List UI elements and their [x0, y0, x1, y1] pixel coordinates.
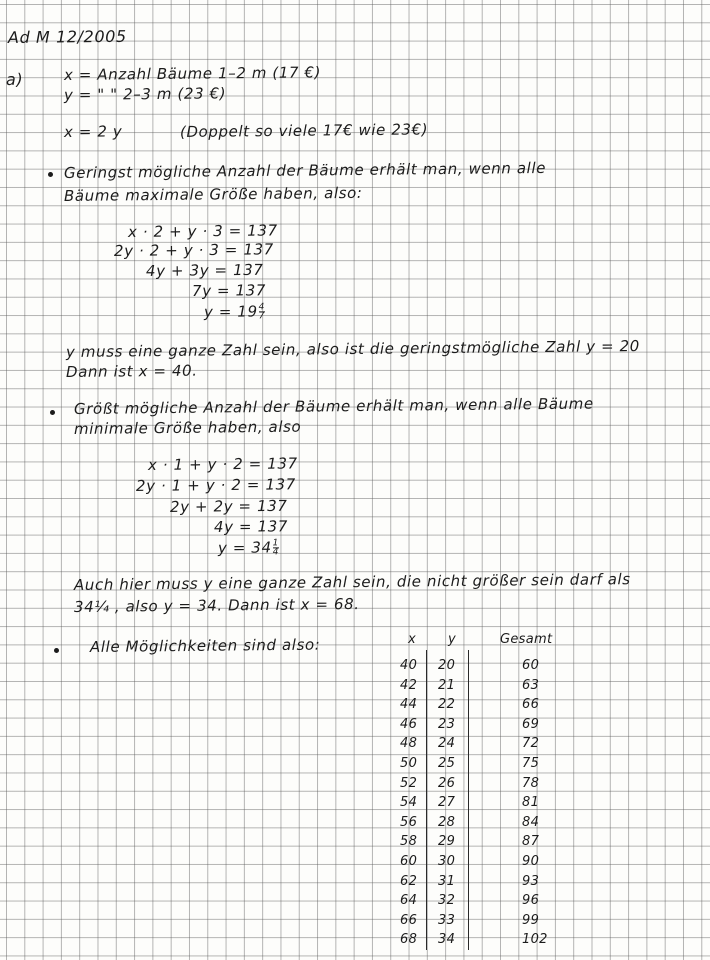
section3-text: Alle Möglichkeiten sind also: [89, 635, 321, 656]
table-cell-y: 30 [438, 854, 456, 869]
relation-note: (Doppelt so viele 17€ wie 23€) [179, 120, 429, 141]
table-cell-gesamt: 66 [522, 697, 540, 713]
bullet-3 [54, 648, 59, 653]
table-cell-y: 22 [438, 697, 456, 713]
section1-fraction [259, 303, 266, 320]
table-cell-x: 50 [400, 756, 418, 771]
table-header-x: x [408, 632, 416, 647]
table-cell-y: 29 [438, 834, 456, 850]
table-cell-gesamt: 84 [522, 814, 540, 830]
table-cell-y: 34 [438, 932, 456, 948]
bullet-1 [48, 172, 53, 177]
table-cell-gesamt: 75 [522, 756, 540, 771]
table-cell-gesamt: 60 [522, 658, 540, 673]
table-header-gesamt: Gesamt [500, 632, 553, 647]
table-cell-y: 24 [438, 736, 456, 752]
table-cell-gesamt: 102 [522, 932, 548, 948]
table-cell-x: 62 [400, 873, 418, 889]
table-cell-y: 26 [438, 775, 456, 791]
page-header: Ad M 12/2005 [7, 26, 127, 47]
table-cell-gesamt: 87 [522, 834, 540, 850]
section1-equation-last [204, 303, 265, 321]
table-cell-y: 32 [438, 893, 456, 909]
table-header-y: y [448, 632, 456, 647]
section2-conclusion-line2: 34¼ , also y = 34. Dann ist x = 68. [73, 595, 360, 616]
section2-text-line2: minimale Größe haben, also [73, 417, 302, 438]
section1-equation: x · 2 + y · 3 = 137 [127, 221, 278, 241]
table-cell-gesamt: 90 [522, 854, 540, 869]
table-cell-gesamt: 69 [522, 716, 540, 732]
section1-frac-den: 7 [258, 311, 266, 322]
section1-text-line2: Bäume maximale Größe haben, also: [63, 183, 363, 205]
table-divider-1 [426, 650, 427, 950]
table-cell-gesamt: 72 [522, 736, 540, 752]
table-cell-x: 42 [400, 677, 418, 693]
section2-equation: 4y = 137 [213, 517, 289, 536]
table-cell-x: 46 [400, 716, 418, 732]
table-cell-x: 40 [400, 658, 418, 673]
table-cell-y: 25 [438, 756, 456, 771]
table-cell-x: 68 [400, 932, 418, 948]
table-cell-x: 48 [400, 736, 418, 752]
bullet-2 [50, 410, 55, 415]
table-cell-y: 28 [438, 814, 456, 830]
table-cell-x: 58 [400, 834, 418, 850]
section2-equation: 2y + 2y = 137 [169, 496, 288, 516]
table-cell-x: 52 [400, 775, 418, 791]
table-cell-x: 60 [400, 854, 418, 869]
table-cell-gesamt: 63 [522, 677, 540, 693]
section1-equation: 2y · 2 + y · 3 = 137 [113, 240, 274, 260]
section2-text-line1: Größt mögliche Anzahl der Bäume erhält man, wenn alle Bäume [73, 394, 594, 418]
relation: x = 2 y [63, 122, 123, 141]
table-divider-2 [468, 650, 469, 950]
section2-equation: x · 1 + y · 2 = 137 [147, 454, 298, 474]
definition-y: y = " " 2–3 m (23 €) [63, 84, 227, 104]
section2-frac-den: 4 [272, 547, 280, 558]
table-cell-x: 56 [400, 814, 418, 830]
table-cell-y: 33 [438, 912, 456, 928]
section1-text-line1: Geringst mögliche Anzahl der Bäume erhält man, wenn alle [63, 158, 547, 182]
section2-equation: 2y · 1 + y · 2 = 137 [135, 475, 296, 495]
table-cell-y: 21 [438, 677, 456, 693]
table-cell-y: 23 [438, 716, 456, 732]
section1-equation-value: y = 19 [203, 302, 258, 321]
section1-equation: 7y = 137 [191, 281, 267, 300]
section1-frac-num: 4 [258, 302, 266, 313]
section2-frac-num: 1 [272, 538, 280, 549]
section2-conclusion-line1: Auch hier muss y eine ganze Zahl sein, die nicht größer sein darf als [73, 570, 631, 594]
table-cell-gesamt: 96 [522, 893, 540, 909]
table-cell-gesamt: 99 [522, 912, 540, 928]
section1-conclusion-line2: Dann ist x = 40. [65, 361, 198, 381]
table-cell-x: 64 [400, 893, 418, 909]
table-cell-y: 20 [438, 658, 456, 673]
table-cell-x: 66 [400, 912, 418, 928]
table-cell-gesamt: 78 [522, 775, 540, 791]
section1-conclusion-line1: y muss eine ganze Zahl sein, also ist die geringstmögliche Zahl y = 20 [65, 336, 640, 361]
definition-x: x = Anzahl Bäume 1–2 m (17 €) [63, 63, 322, 84]
table-cell-y: 31 [438, 873, 456, 889]
task-label: a) [5, 69, 24, 89]
table-cell-x: 44 [400, 697, 418, 713]
section2-equation-last [218, 539, 279, 557]
section2-fraction [273, 539, 280, 556]
table-cell-y: 27 [438, 795, 456, 811]
section1-equation: 4y + 3y = 137 [145, 260, 264, 280]
section2-equation-value: y = 34 [217, 538, 272, 557]
table-cell-x: 54 [400, 795, 418, 811]
table-cell-gesamt: 81 [522, 795, 540, 811]
table-cell-gesamt: 93 [522, 873, 540, 889]
